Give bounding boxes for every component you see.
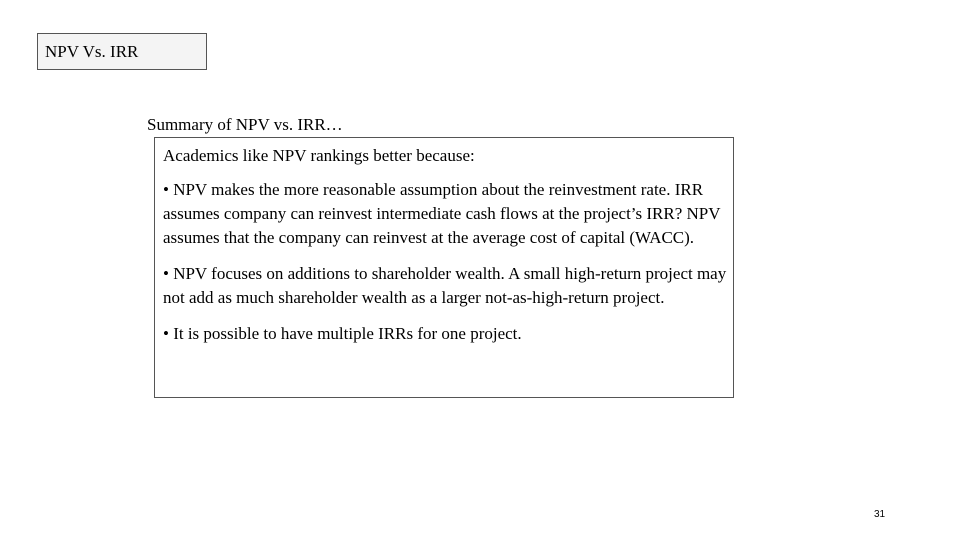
summary-heading: Summary of NPV vs. IRR… xyxy=(147,115,343,134)
summary-intro: Academics like NPV rankings better because: xyxy=(163,146,475,165)
slide-title: NPV Vs. IRR xyxy=(45,42,139,61)
page-number: 31 xyxy=(874,509,886,520)
summary-point-multiple-irrs: • It is possible to have multiple IRRs for one project. xyxy=(163,324,522,343)
summary-point-shareholder-wealth: • NPV focuses on additions to shareholder wealth. A small high-return project may not add as much shareholder wealth as a larger not-as-high-return project. xyxy=(163,264,727,307)
summary-point-reinvestment: • NPV makes the more reasonable assumption about the reinvestment rate. IRR assumes company can reinvest intermediate cash flows at the project’s IRR? NPV assumes that the company can reinvest at the average cost of capital (WACC). xyxy=(163,180,721,247)
summary-content-box xyxy=(154,137,734,398)
slide-title-box xyxy=(37,33,207,70)
